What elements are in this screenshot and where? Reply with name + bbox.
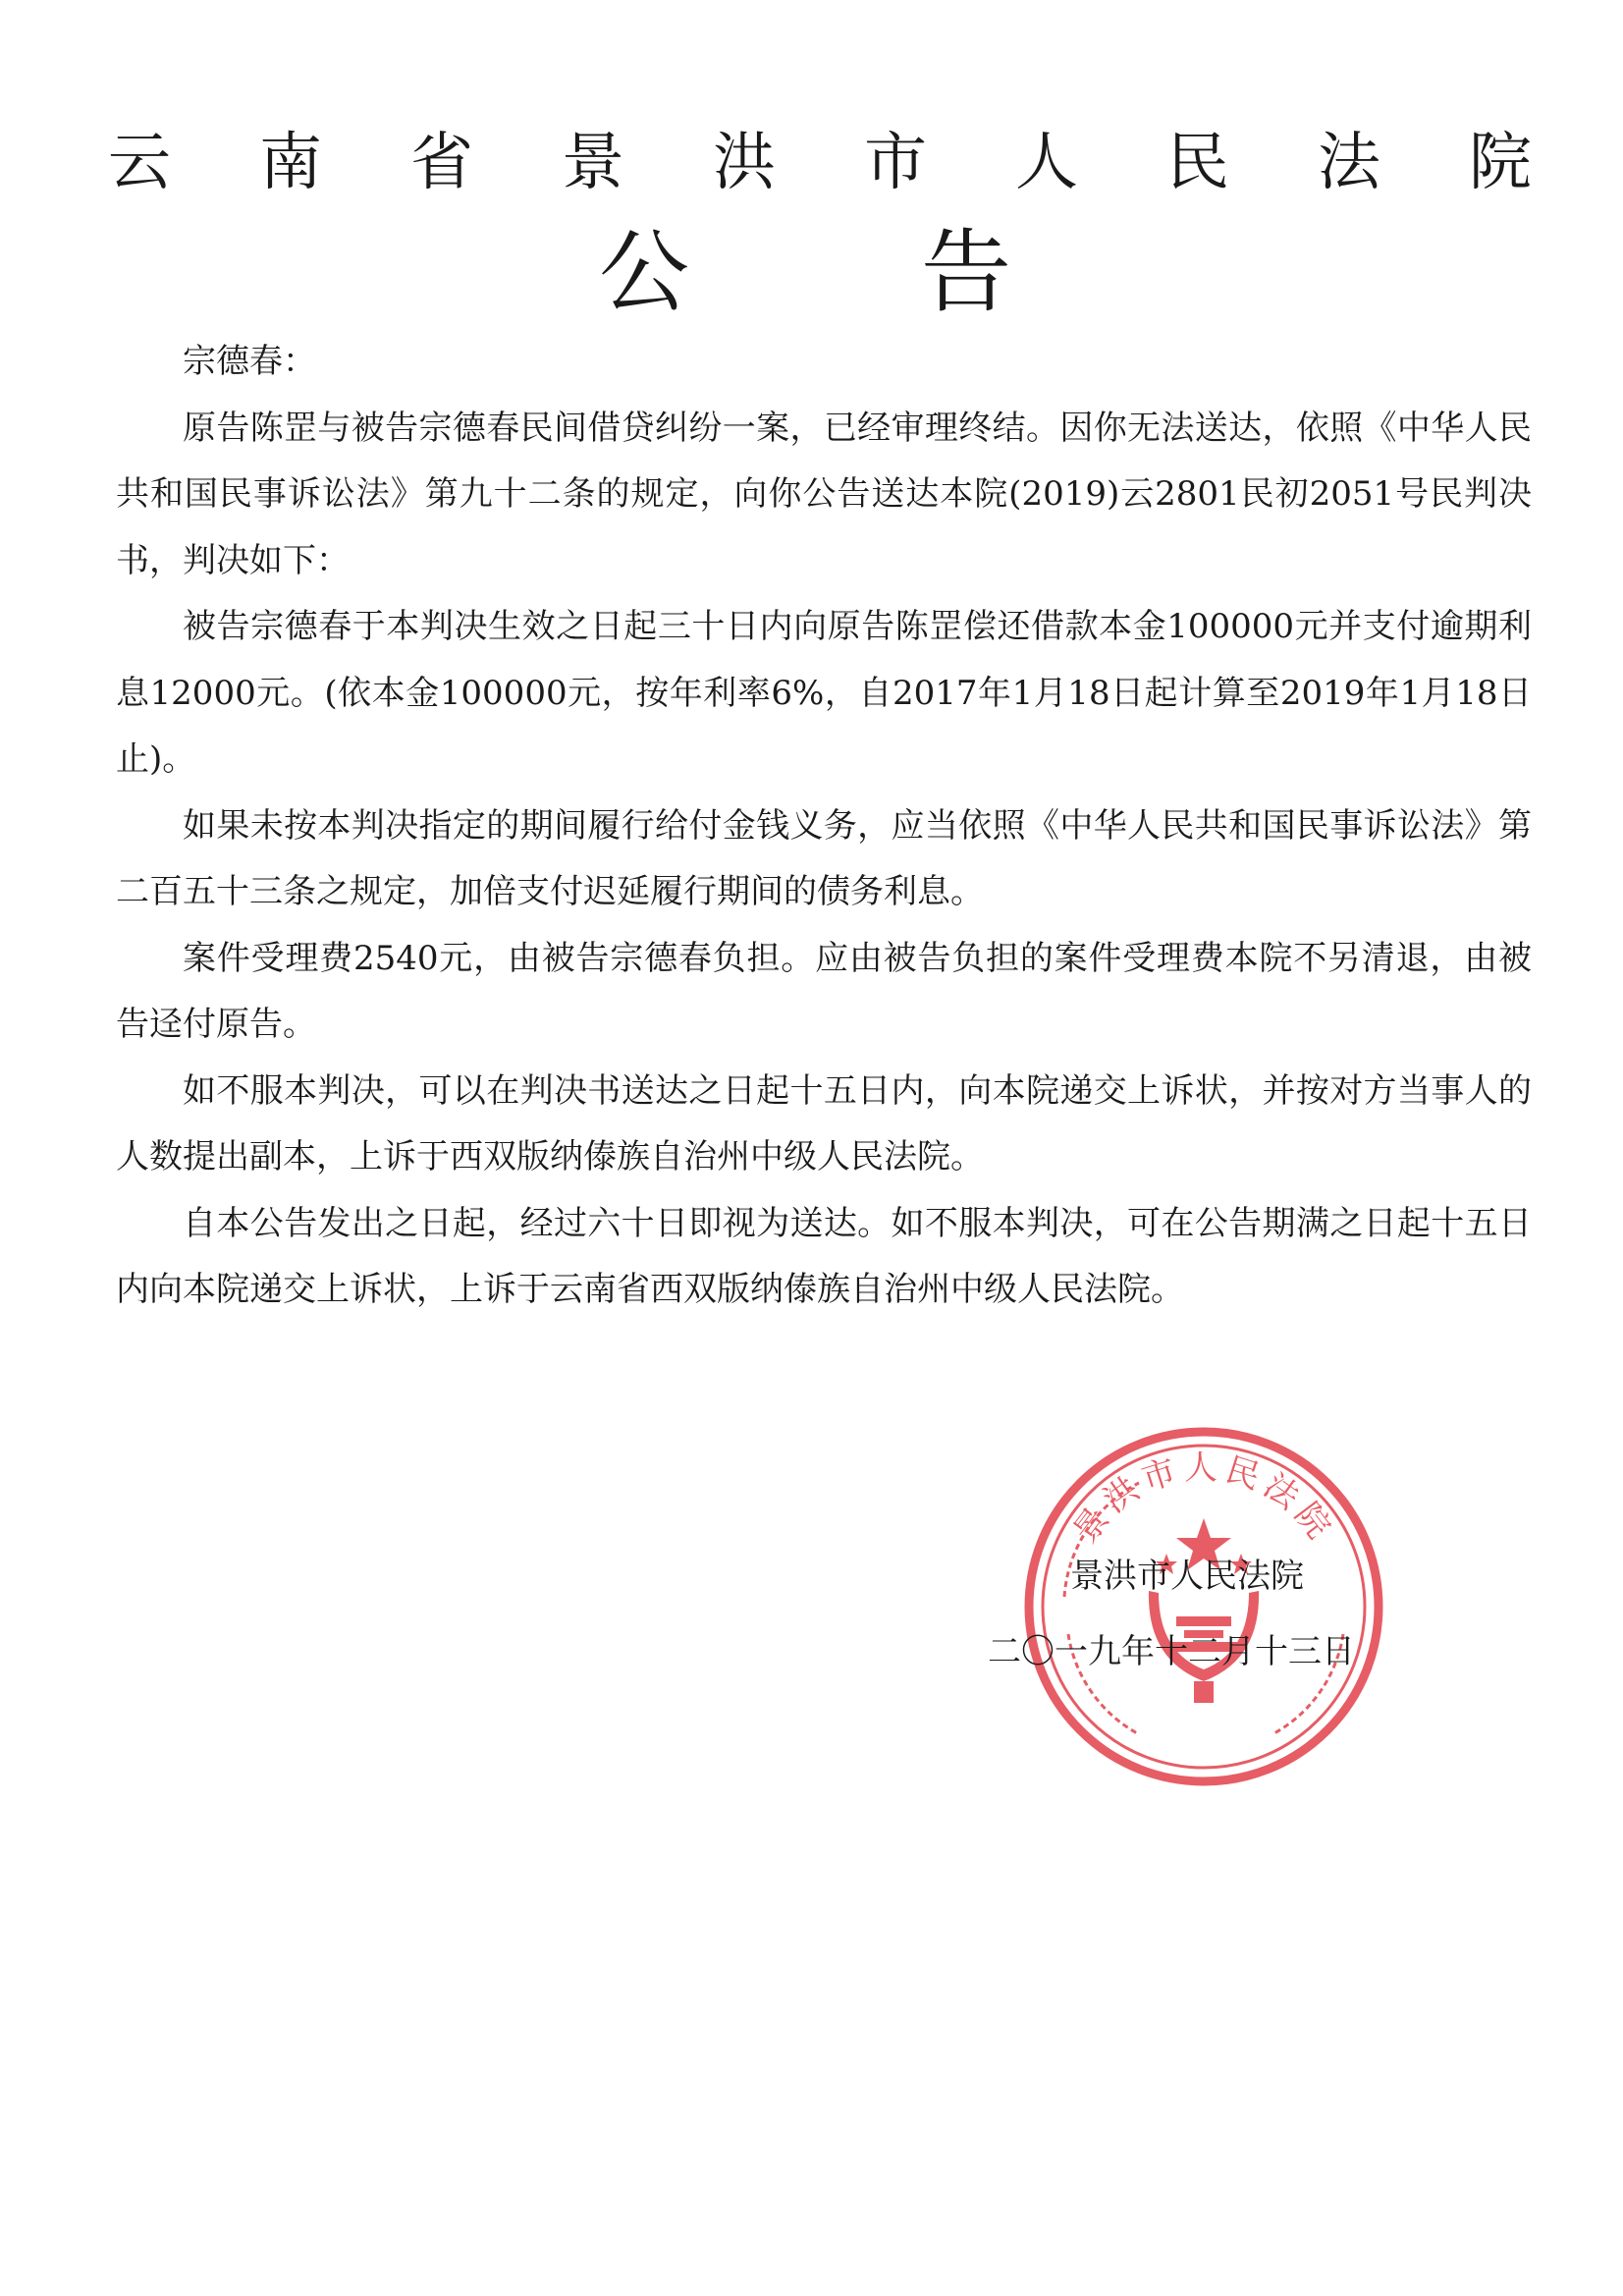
court-name-char: 法 — [1318, 127, 1380, 199]
addressee: 宗德春： — [183, 342, 316, 381]
body-paragraph: 如果未按本判决指定的期间履行给付金钱义务，应当依照《中华人民共和国民事诉讼法》第二百五十三条之规定，加倍支付迟延履行期间的债务利息。 — [116, 805, 1532, 911]
body-paragraph: 如不服本判决，可以在判决书送达之日起十五日内，向本院递交上诉状，并按对方当事人的人数提出副本，上诉于西双版纳傣族自治州中级人民法院。 — [116, 1070, 1532, 1176]
court-name-char: 洪 — [713, 127, 776, 199]
signature-date: 二〇一九年十二月十三日 — [988, 1632, 1355, 1671]
court-name-char: 南 — [259, 127, 322, 199]
notice-body — [116, 329, 1532, 1324]
signature-court-name: 景洪市人民法院 — [1070, 1557, 1304, 1596]
court-name-char: 民 — [1166, 127, 1229, 199]
notice-title — [599, 211, 1011, 325]
court-name-char: 景 — [562, 127, 624, 199]
body-paragraph: 案件受理费2540元，由被告宗德春负担。应由被告负担的案件受理费本院不另清退，由被告迳付原告。 — [116, 938, 1532, 1044]
court-name-char: 市 — [864, 127, 927, 199]
court-name-char: 人 — [1015, 127, 1078, 199]
court-name-char: 省 — [410, 127, 473, 199]
national-emblem-icon — [1149, 1518, 1259, 1703]
court-seal-stamp — [1021, 1424, 1386, 1789]
seal-text: 景洪市人民法院 — [1065, 1449, 1342, 1551]
title-char: 公 — [599, 220, 690, 325]
body-paragraph: 原告陈罡与被告宗德春民间借贷纠纷一案，已经审理终结。因你无法送达，依照《中华人民共和国民事诉讼法》第九十二条的规定，向你公告送达本院(2019)云2801民初2051号民判决书，判决如下： — [116, 408, 1532, 580]
court-name-char: 院 — [1469, 127, 1532, 199]
body-paragraph: 被告宗德春于本判决生效之日起三十日内向原告陈罡偿还借款本金100000元并支付逾期利息12000元。(依本金100000元，按年利率6%，自2017年1月18日起计算至2019年1月18日止)。 — [116, 607, 1532, 779]
court-name-char: 云 — [108, 127, 171, 199]
title-char: 告 — [920, 220, 1011, 325]
court-name-heading — [108, 108, 1532, 206]
body-paragraph: 自本公告发出之日起，经过六十日即视为送达。如不服本判决，可在公告期满之日起十五日内向本院递交上诉状，上诉于云南省西双版纳傣族自治州中级人民法院。 — [116, 1203, 1532, 1309]
